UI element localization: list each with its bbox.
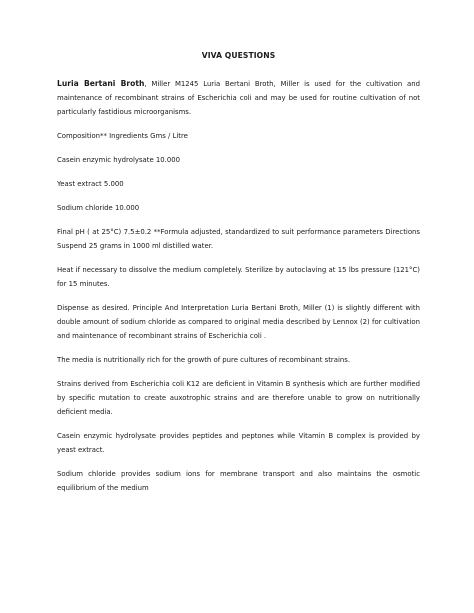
heat-paragraph: Heat if necessary to dissolve the medium completely. Sterilize by autoclaving at 15 lbs pressure (121°C) for 15 minutes. [57, 266, 420, 288]
final-ph-paragraph: Final pH ( at 25°C) 7.5±0.2 **Formula adjusted, standardized to suit performance parameters Directions Suspend 25 grams in 1000 ml distilled water. [57, 228, 420, 250]
casein-paragraph: Casein enzymic hydrolysate provides peptides and peptones while Vitamin B complex is provided by yeast extract. [57, 432, 420, 454]
document-body [57, 51, 420, 495]
sodium-paragraph: Sodium chloride provides sodium ions for membrane transport and also maintains the osmotic equilibrium of the medium [57, 470, 420, 492]
document-title: VIVA QUESTIONS [201, 51, 276, 60]
composition-heading: Composition** Ingredients Gms / Litre [57, 132, 188, 140]
ingredient-sodium-chloride: Sodium chloride 10.000 [57, 204, 140, 212]
intro-paragraph [57, 77, 420, 119]
intro-lead: Luria Bertani Broth [57, 79, 145, 88]
nutritional-paragraph: The media is nutritionally rich for the growth of pure cultures of recombinant strains. [57, 356, 351, 364]
intro-text: , Miller M1245 Luria Bertani Broth, Miller is used for the cultivation and maintenance of recombinant strains of Escherichia coli and may be used for routine cultivation of not particularly fastidious microorganisms. [57, 80, 420, 116]
dispense-paragraph: Dispense as desired. Principle And Interpretation Luria Bertani Broth, Miller (1) is slightly different with double amount of sodium chloride as compared to original media described by Lennox (2) for cultivation and maintenance of recombinant strains of Escherichia coli . [57, 304, 420, 340]
strains-paragraph: Strains derived from Escherichia coli K12 are deficient in Vitamin B synthesis which are further modified by specific mutation to create auxotrophic strains and are therefore unable to grow on nutritionally deficient media. [57, 380, 420, 416]
ingredient-yeast: Yeast extract 5.000 [57, 180, 124, 188]
ingredient-casein: Casein enzymic hydrolysate 10.000 [57, 156, 181, 164]
